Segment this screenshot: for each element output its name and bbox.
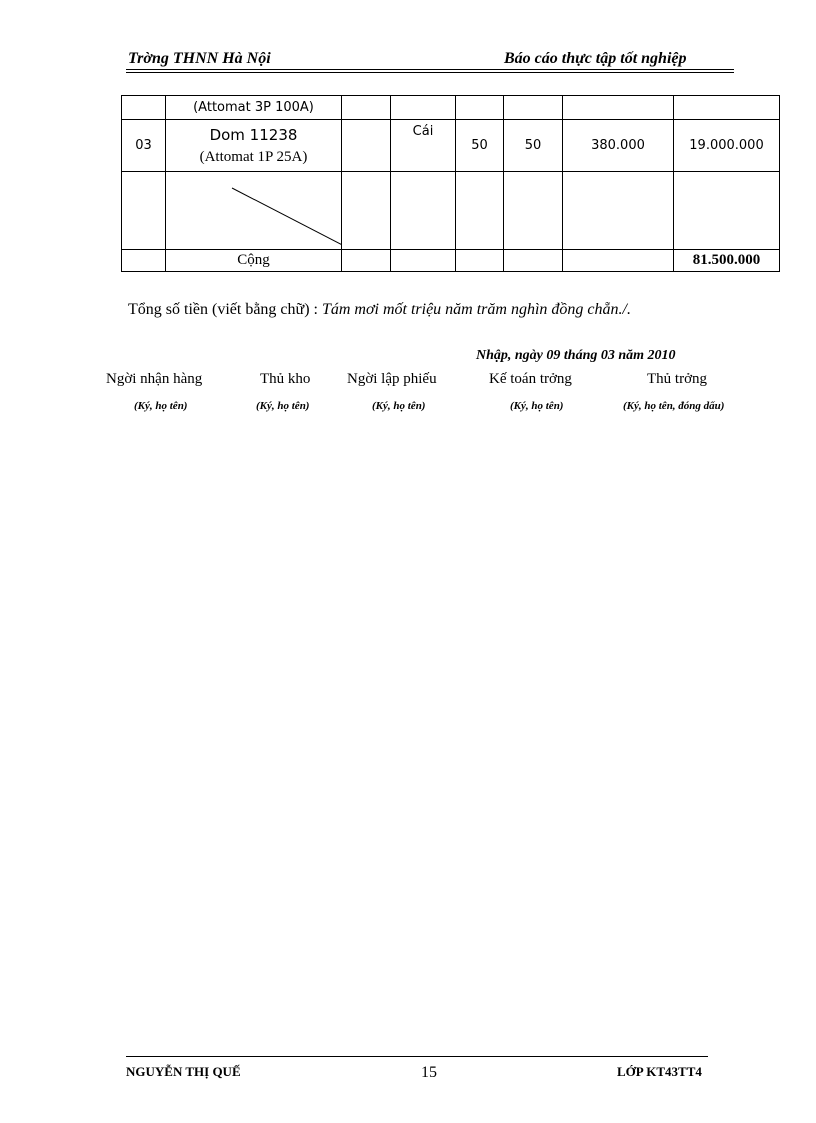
cell-qty-doc xyxy=(456,96,504,120)
cell-stt: 03 xyxy=(122,120,166,172)
signature-hint: (Ký, họ tên) xyxy=(134,400,188,412)
total-label: Cộng xyxy=(166,250,342,272)
item-name-line: (Attomat 1P 25A) xyxy=(199,148,308,165)
cell-empty xyxy=(504,172,563,250)
cell-qty-actual: 50 xyxy=(504,120,563,172)
cell-amount: 19.000.000 xyxy=(674,120,780,172)
header-report-title: Báo cáo thực tập tốt nghiệp xyxy=(504,50,687,67)
header-school: Trờng THNN Hà Nội xyxy=(128,50,271,67)
cell-qty-actual xyxy=(504,96,563,120)
cell-stt xyxy=(122,96,166,120)
cell-unit: Cái xyxy=(391,120,456,172)
cell-unit xyxy=(391,96,456,120)
cell-empty xyxy=(342,96,391,120)
cell-amount xyxy=(674,96,780,120)
header-rule-double xyxy=(126,72,734,73)
table-row xyxy=(122,96,780,120)
cell-empty xyxy=(563,250,674,272)
cell-price xyxy=(563,96,674,120)
cell-empty xyxy=(342,250,391,272)
page-header xyxy=(126,50,734,70)
goods-receipt-table xyxy=(121,95,780,272)
footer-rule xyxy=(126,1056,708,1057)
cell-empty xyxy=(674,172,780,250)
signature-title-storekeeper: Thủ kho xyxy=(260,371,311,387)
signature-hint: (Ký, họ tên) xyxy=(372,400,426,412)
diagonal-strike-line xyxy=(166,172,342,250)
page-number: 15 xyxy=(421,1064,437,1081)
cell-empty xyxy=(504,250,563,272)
amount-in-words xyxy=(128,297,738,322)
signature-hint: (Ký, họ tên, đóng dấu) xyxy=(623,400,725,412)
cell-empty xyxy=(391,172,456,250)
header-rule xyxy=(126,69,734,70)
cell-price: 380.000 xyxy=(563,120,674,172)
footer-class: LỚP KT43TT4 xyxy=(617,1064,702,1079)
cell-item-name xyxy=(166,96,342,120)
table-row xyxy=(122,120,780,172)
table-total-row xyxy=(122,250,780,272)
cell-empty xyxy=(456,250,504,272)
cell-empty xyxy=(122,250,166,272)
item-name-line: (Attomat 3P 100A) xyxy=(193,100,314,115)
table-row-blank xyxy=(122,172,780,250)
signature-title-receiver: Ngời nhận hàng xyxy=(106,371,203,387)
item-name-line: Dom 11238 xyxy=(209,125,298,144)
signature-title-director: Thủ trởng xyxy=(647,371,708,387)
cell-empty xyxy=(122,172,166,250)
cell-empty xyxy=(342,172,391,250)
cell-item-name xyxy=(166,120,342,172)
receipt-date: Nhập, ngày 09 tháng 03 năm 2010 xyxy=(476,348,676,363)
cell-crossed-out xyxy=(166,172,342,250)
signature-title-preparer: Ngời lập phiếu xyxy=(347,371,437,387)
total-amount: 81.500.000 xyxy=(674,250,780,272)
cell-qty-doc: 50 xyxy=(456,120,504,172)
footer-author: NGUYỄN THỊ QUẾ xyxy=(126,1064,241,1079)
signature-hint: (Ký, họ tên) xyxy=(256,400,310,412)
amount-in-words-value: Tám mơi mốt triệu năm trăm nghìn đồng chẵn./. xyxy=(321,301,631,318)
signature-hint: (Ký, họ tên) xyxy=(510,400,564,412)
amount-in-words-label: Tổng số tiền (viết bằng chữ) : xyxy=(128,301,322,318)
cell-empty xyxy=(342,120,391,172)
cell-empty xyxy=(563,172,674,250)
cell-empty xyxy=(456,172,504,250)
signature-title-accountant: Kế toán trởng xyxy=(489,371,572,387)
cell-empty xyxy=(391,250,456,272)
